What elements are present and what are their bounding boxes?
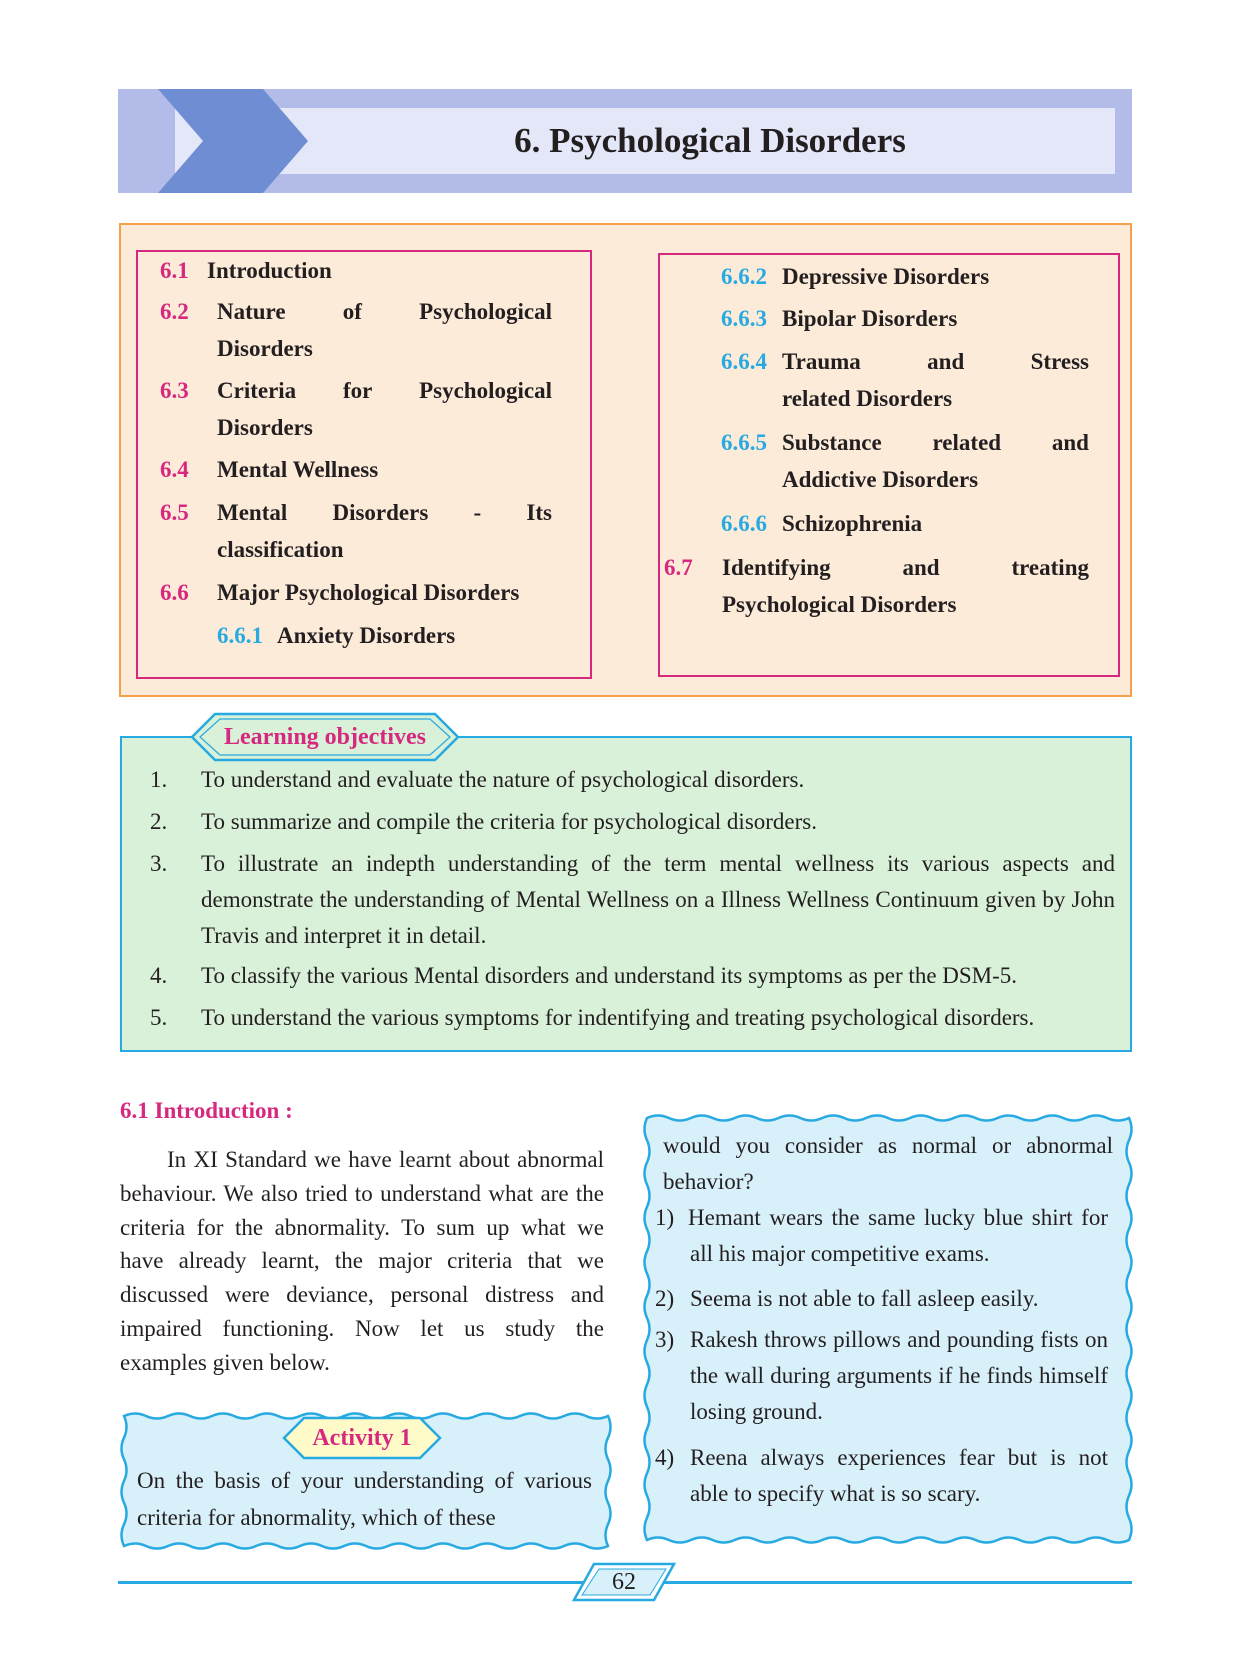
activity-title: Activity 1 xyxy=(312,1425,412,1451)
toc-label-continued: related Disorders xyxy=(782,386,953,411)
toc-word: Stress xyxy=(1030,349,1089,374)
example-text-content: Hemant wears the same lucky blue shirt for all his major competitive exams. xyxy=(688,1205,1108,1266)
activity-text: On the basis of your understanding of various criteria for abnormality, which of these xyxy=(137,1468,592,1530)
toc-number: 6.6.6 xyxy=(721,511,767,536)
page-number: 62 xyxy=(612,1569,636,1595)
toc-label: Bipolar Disorders xyxy=(782,306,958,331)
toc-label-line xyxy=(217,494,552,531)
toc-label-continued: Addictive Disorders xyxy=(782,467,979,492)
toc-label-continued: Disorders xyxy=(217,415,313,440)
toc-word: Psychological xyxy=(419,299,552,324)
chapter-title: 6. Psychological Disorders xyxy=(514,121,906,160)
toc-number: 6.5 xyxy=(160,500,189,525)
example-text: Seema is not able to fall asleep easily. xyxy=(690,1286,1039,1311)
objective-number: 1. xyxy=(150,767,168,792)
toc-word: related xyxy=(932,430,1002,455)
objective-text: To summarize and compile the criteria for psychological disorders. xyxy=(201,809,817,834)
toc-word: and xyxy=(1051,430,1089,455)
toc-label-line xyxy=(217,293,552,330)
toc-word: Psychological xyxy=(419,378,552,403)
toc-number: 6.2 xyxy=(160,299,189,324)
toc-word: Mental xyxy=(217,500,288,525)
toc-word: treating xyxy=(1011,555,1089,580)
toc-label-continued: Disorders xyxy=(217,336,313,361)
toc-number: 6.6.2 xyxy=(721,264,767,289)
example-text: Rakesh throws pillows and pounding fists on the wall during arguments if he finds himself losing ground. xyxy=(690,1327,1108,1424)
objective-number: 4. xyxy=(150,963,168,988)
toc-label: Anxiety Disorders xyxy=(277,623,456,648)
toc-label-line xyxy=(782,343,1089,380)
toc-word: Nature xyxy=(217,299,286,324)
intro-paragraph: In XI Standard we have learnt about abnormal behaviour. We also tried to understand what are the criteria for the abnormality. To sum up what we have already learnt, the major criteria that we discussed were deviance, personal distress and impaired functioning. Now let us study the examples given below. xyxy=(120,1147,604,1375)
chevron-arrow-icon xyxy=(158,89,308,193)
objective-text: To understand and evaluate the nature of psychological disorders. xyxy=(201,767,805,792)
objective-number: 2. xyxy=(150,809,168,834)
toc-word: of xyxy=(342,299,362,324)
toc-label: Mental Wellness xyxy=(217,457,379,482)
toc-word: and xyxy=(902,555,940,580)
toc-label: Depressive Disorders xyxy=(782,264,990,289)
toc-word: for xyxy=(342,378,373,403)
example-number: 2) xyxy=(655,1286,675,1311)
objective-text: To understand the various symptoms for indentifying and treating psychological disorders. xyxy=(201,1005,1035,1030)
toc-label: Major Psychological Disorders xyxy=(217,580,520,605)
toc-number: 6.4 xyxy=(160,457,189,482)
toc-label-line xyxy=(782,424,1089,461)
section-heading: 6.1 Introduction : xyxy=(120,1098,293,1123)
toc-number: 6.6.5 xyxy=(721,430,767,455)
toc-word: Disorders xyxy=(332,500,429,525)
toc-word: Criteria xyxy=(217,378,297,403)
objective-number: 3. xyxy=(150,851,168,876)
objective-text: To classify the various Mental disorders and understand its symptoms as per the DSM-5. xyxy=(201,963,1018,988)
toc-number: 6.1 xyxy=(160,258,189,283)
toc-number: 6.6 xyxy=(160,580,189,605)
example-text: Reena always experiences fear but is not able to specify what is so scary. xyxy=(690,1445,1108,1506)
objective-text: To illustrate an indepth understanding of the term mental wellness its various aspects and demonstrate the understanding of Mental Wellness on a Illness Wellness Continuum given by John Travis and interpret it in detail. xyxy=(201,851,1115,948)
toc-word: Substance xyxy=(782,430,882,455)
example-text xyxy=(690,1200,1108,1272)
toc-label-continued: Psychological Disorders xyxy=(722,592,957,617)
toc-number: 6.3 xyxy=(160,378,189,403)
toc-number: 6.6.1 xyxy=(217,623,263,648)
toc-label: Schizophrenia xyxy=(782,511,923,536)
activity-question: would you consider as normal or abnormal behavior? xyxy=(663,1133,1113,1194)
toc-number: 6.6.3 xyxy=(721,306,767,331)
toc-word: Identifying xyxy=(722,555,831,580)
toc-label: Introduction xyxy=(207,258,332,283)
example-number: 4) xyxy=(655,1445,675,1470)
example-number: 3) xyxy=(655,1327,675,1352)
toc-word: Trauma xyxy=(782,349,861,374)
toc-label-line xyxy=(722,549,1089,586)
toc-word: - xyxy=(473,500,482,525)
toc-label-line xyxy=(217,372,552,409)
learning-objectives-title: Learning objectives xyxy=(224,724,426,750)
toc-label-continued: classification xyxy=(217,537,344,562)
objective-number: 5. xyxy=(150,1005,168,1030)
toc-number: 6.7 xyxy=(664,555,693,580)
toc-word: and xyxy=(927,349,965,374)
toc-number: 6.6.4 xyxy=(721,349,767,374)
toc-word: Its xyxy=(526,500,552,525)
example-number: 1) xyxy=(655,1205,675,1230)
